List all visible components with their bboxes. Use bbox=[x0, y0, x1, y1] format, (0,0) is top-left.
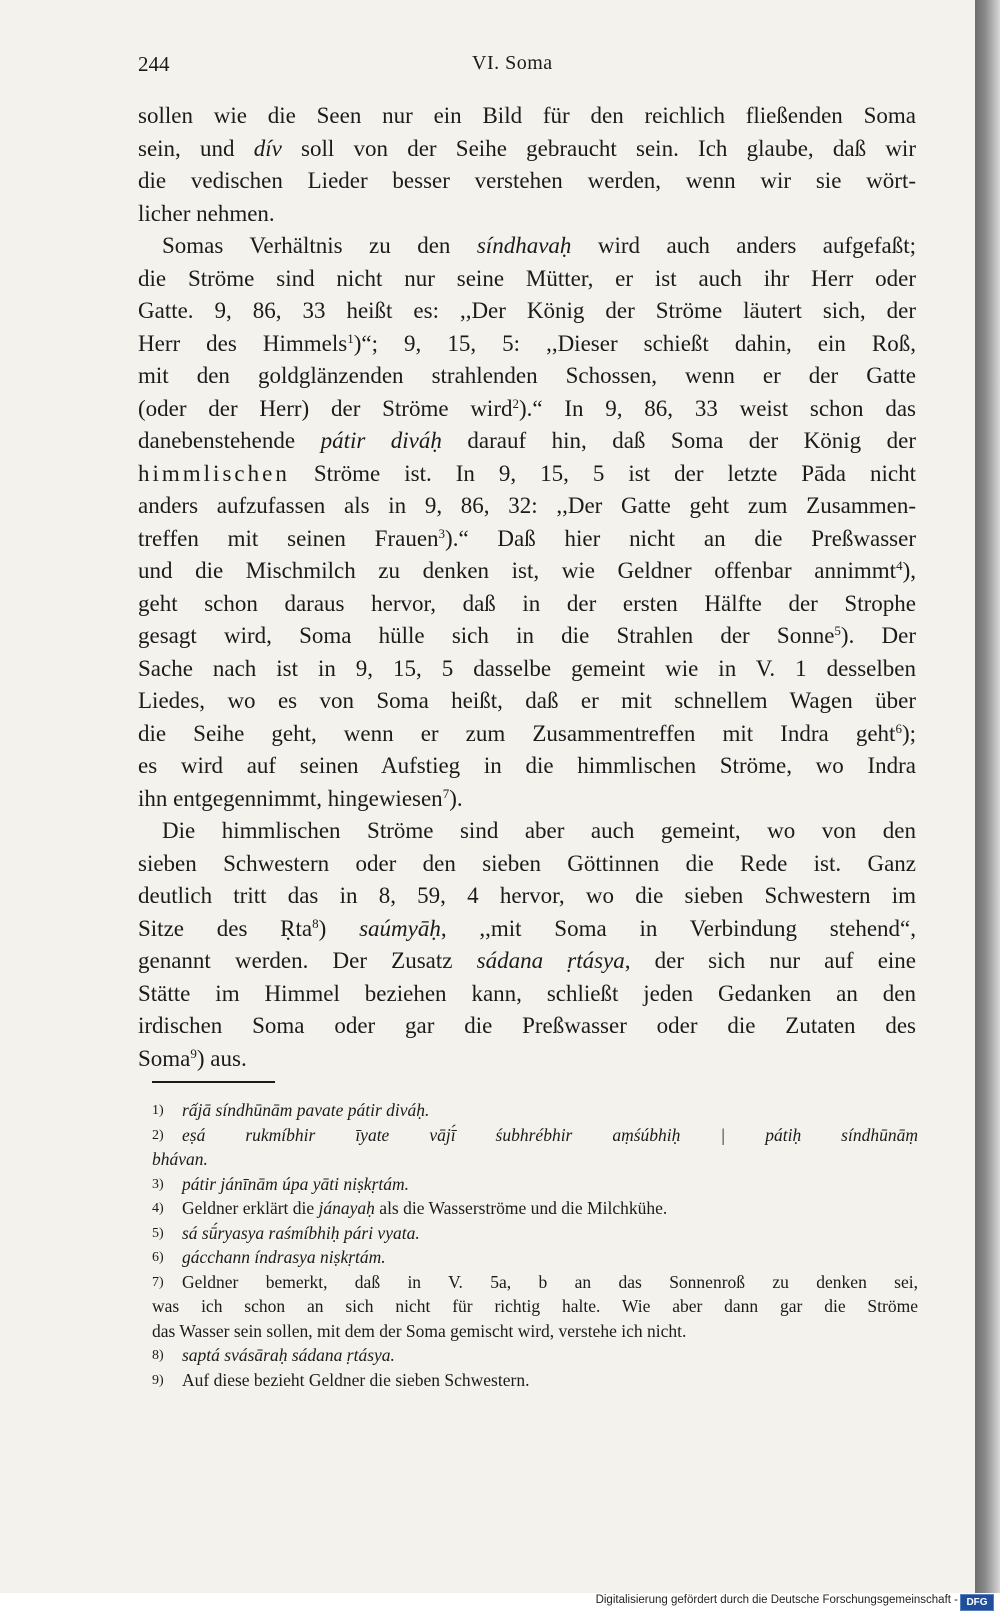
text-line: Liedes, wo es von Soma heißt, daß er mit schnellem Wagen über bbox=[138, 688, 916, 713]
footnote-5: 5) sá sū́ryasya raśmíbhiḥ pári vyata. bbox=[152, 1222, 420, 1243]
text-line: Somas Verhältnis zu den síndhavaḥ wird auch anders aufgefaßt; bbox=[162, 233, 916, 258]
footnote-2-cont: bhávan. bbox=[152, 1149, 208, 1169]
text-line: Gatte. 9, 86, 33 heißt es: ,,Der König der Ströme läutert sich, der bbox=[138, 298, 916, 323]
text-line: gesagt wird, Soma hülle sich in die Strahlen der Sonne$^5$). Der bbox=[138, 623, 916, 648]
footnote-6: 6) gácchann índrasya niṣkṛtám. bbox=[152, 1247, 386, 1267]
credit-text: Digitalisierung gefördert durch die Deutsche Forschungsgemeinschaft - bbox=[595, 1594, 958, 1606]
text-line: sein, und dív soll von der Seihe gebraucht sein. Ich glaube, daß wir bbox=[138, 135, 916, 161]
footnote-7-cont: was ich schon an sich nicht für richtig halte. Wie aber dann gar die Ströme bbox=[152, 1296, 918, 1316]
footnote-4: 4) Geldner erklärt die jánayaḥ als die Wasserströme und die Milchkühe. bbox=[152, 1198, 668, 1218]
text-line: die Seihe geht, wenn er zum Zusammentreffen mit Indra geht$^6$); bbox=[138, 720, 916, 746]
footnote-7-cont: das Wasser sein sollen, mit dem der Soma gemischt wird, verstehe ich nicht. bbox=[152, 1320, 687, 1341]
footnote-1: 1) rấjā síndhūnām pavate pátir diváḥ. bbox=[152, 1100, 430, 1120]
digitization-credit bbox=[0, 1593, 1000, 1611]
text-line: Sitze des Ṛta$^8$) saúmyāḥ, ,,mit Soma in Verbindung stehend“, bbox=[138, 915, 916, 941]
footnote-8: 8) saptá svásāraḥ sádana ṛtásya. bbox=[152, 1345, 395, 1365]
text-line: treffen mit seinen Frauen$^3$).“ Daß hier nicht an die Preßwasser bbox=[138, 525, 916, 551]
footnotes bbox=[152, 1098, 918, 1392]
main-text bbox=[138, 100, 916, 1075]
footnote-ref: 2 bbox=[512, 395, 519, 411]
footnote-ref: 6 bbox=[895, 720, 902, 736]
text-line: genannt werden. Der Zusatz sádana ṛtásya, der sich nur auf eine bbox=[138, 948, 917, 973]
footnote-7: 7) Geldner bemerkt, daß in V. 5a, b an das Sonnenroß zu denken sei, bbox=[152, 1271, 918, 1292]
footnote-2: 2) eṣá rukmíbhir īyate vājī́ śubhrébhir aṃśúbhiḥ | pátiḥ síndhūnāṃ bbox=[152, 1124, 918, 1145]
text-line: sieben Schwestern oder den sieben Göttinnen die Rede ist. Ganz bbox=[138, 850, 916, 876]
footnote-ref: 9 bbox=[190, 1045, 197, 1061]
dfg-logo: DFG bbox=[960, 1594, 994, 1611]
text-line: licher nehmen. bbox=[138, 200, 275, 226]
text-line: danebenstehende pátir diváḥ darauf hin, daß Soma der König der bbox=[138, 428, 916, 453]
text-line: mit den goldglänzenden strahlenden Schossen, wenn er der Gatte bbox=[138, 363, 916, 388]
text-line: Stätte im Himmel beziehen kann, schließt jeden Gedanken an den bbox=[138, 980, 916, 1006]
text-line: Herr des Himmels$^1$)“; 9, 15, 5: ,,Dieser schießt dahin, ein Roß, bbox=[138, 330, 916, 356]
text-line: die vedischen Lieder besser verstehen werden, wenn wir sie wört- bbox=[138, 168, 916, 193]
footnote-ref: 4 bbox=[896, 558, 903, 573]
page-edge-shadow bbox=[975, 0, 1000, 1611]
footnote-ref: 3 bbox=[438, 525, 446, 541]
text-line: deutlich tritt das in 8, 59, 4 hervor, wo die sieben Schwestern im bbox=[138, 883, 916, 908]
text-line: ihn entgegennimmt, hingewiesen$^7$). bbox=[138, 785, 463, 811]
footnote-ref: 7 bbox=[442, 785, 450, 801]
text-line: geht schon daraus hervor, daß in der ersten Hälfte der Strophe bbox=[138, 590, 916, 616]
text-line: sollen wie die Seen nur ein Bild für den reichlich fließenden Soma bbox=[138, 103, 916, 128]
text-line: himmlischen Ströme ist. In 9, 15, 5 ist der letzte Pāda nicht bbox=[138, 460, 916, 486]
text-line: Die himmlischen Ströme sind aber auch gemeint, wo von den bbox=[162, 818, 916, 843]
text-line: und die Mischmilch zu denken ist, wie Geldner offenbar annimmt$^4$), bbox=[138, 558, 916, 583]
text-line: Sache nach ist in 9, 15, 5 dasselbe gemeint wie in V. 1 desselben bbox=[138, 655, 916, 681]
text-line: es wird auf seinen Aufstieg in die himmlischen Ströme, wo Indra bbox=[138, 753, 916, 778]
footnote-ref: 8 bbox=[312, 915, 319, 931]
page-number: 244 bbox=[138, 52, 170, 76]
page-header bbox=[0, 52, 975, 82]
running-title: VI. Soma bbox=[472, 52, 553, 74]
footnote-ref: 5 bbox=[834, 623, 841, 638]
footnote-ref: 1 bbox=[347, 330, 354, 346]
text-line: Soma$^9$) aus. bbox=[138, 1045, 247, 1071]
text-line: (oder der Herr) der Ströme wird$^2$).“ In 9, 86, 33 weist schon das bbox=[138, 395, 916, 421]
text-line: anders aufzufassen als in 9, 86, 32: ,,Der Gatte geht zum Zusammen- bbox=[138, 493, 916, 518]
text-line: die Ströme sind nicht nur seine Mütter, er ist auch ihr Herr oder bbox=[138, 265, 916, 291]
footnote-divider bbox=[152, 1081, 275, 1083]
footnote-9: 9) Auf diese bezieht Geldner die sieben Schwestern. bbox=[152, 1369, 530, 1390]
text-line: irdischen Soma oder gar die Preßwasser oder die Zutaten des bbox=[138, 1013, 916, 1038]
footnote-3: 3) pátir jánīnām úpa yāti niṣkṛtám. bbox=[152, 1173, 410, 1194]
